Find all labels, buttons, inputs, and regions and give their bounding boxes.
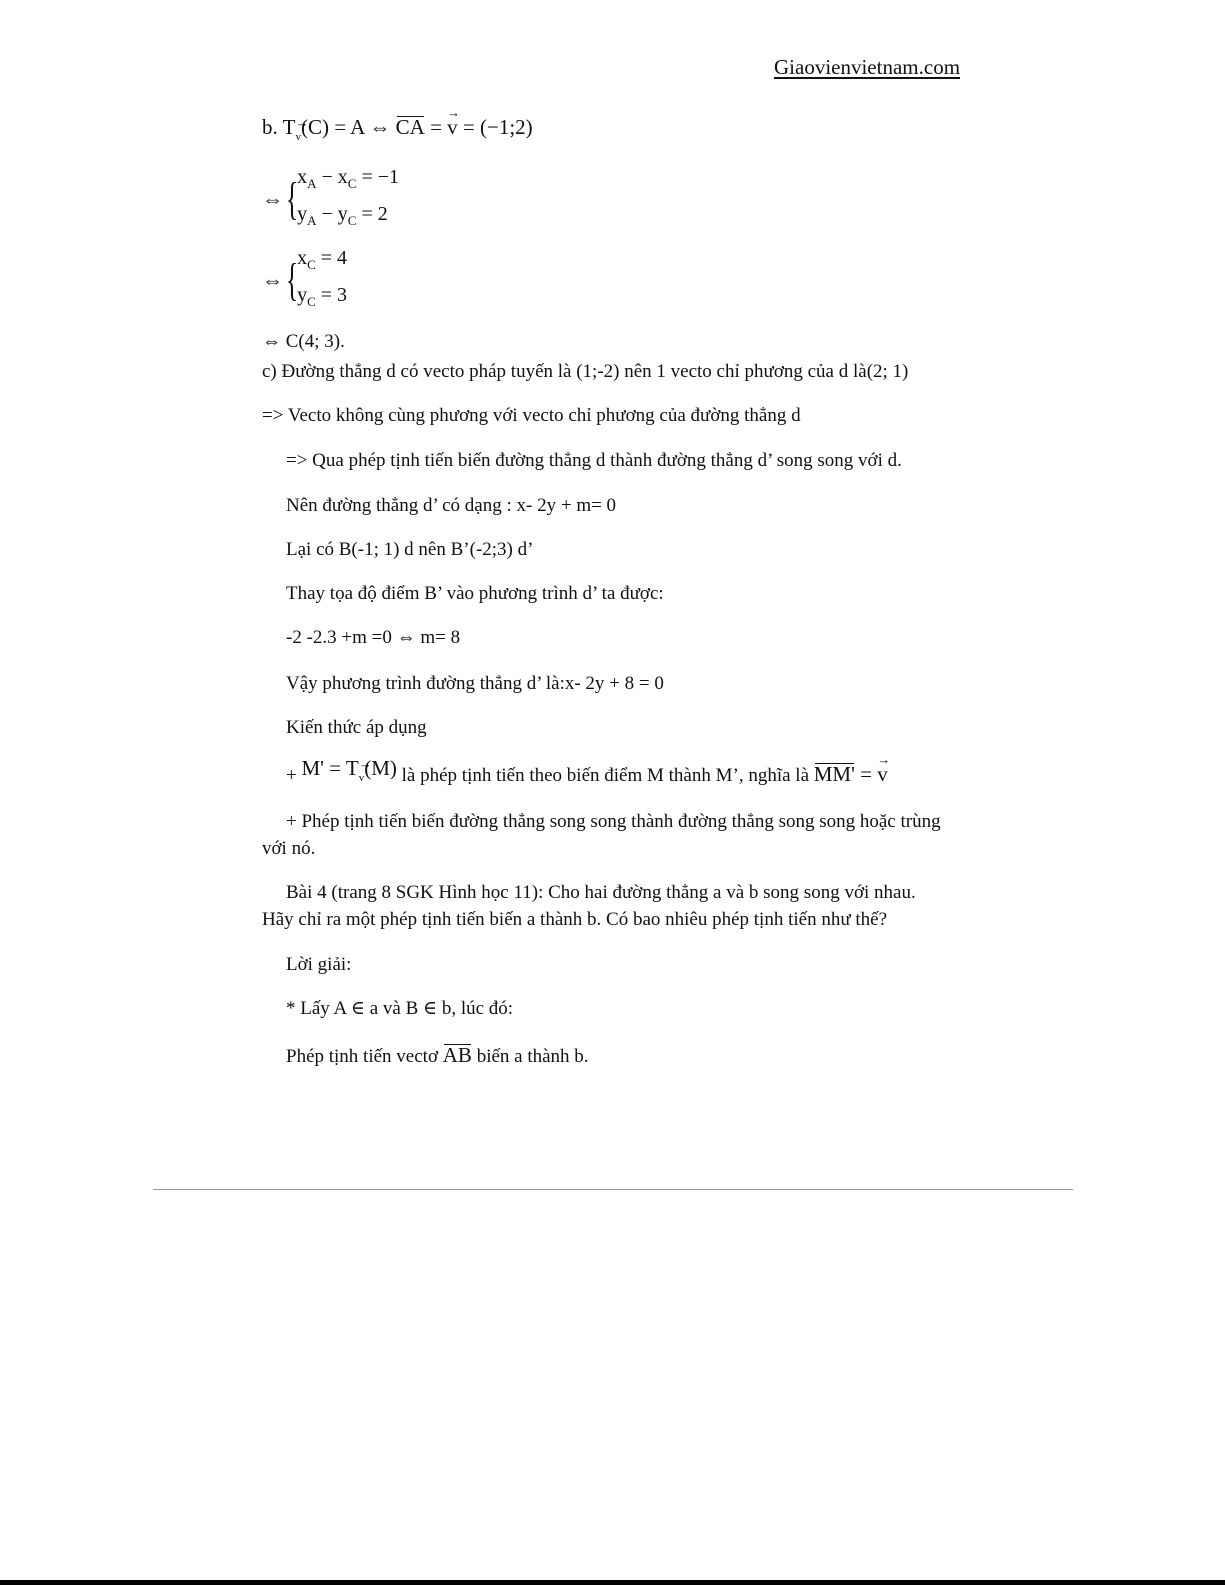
solution-title: Lời giải: [286, 954, 352, 975]
page-bottom-edge [0, 1580, 1225, 1585]
part-c-line-5: Lại có B(-1; 1) d nên B’(-2;3) d’ [286, 539, 534, 560]
exercise-4-line-2: Hãy chỉ ra một phép tịnh tiến biến a thành b. Có bao nhiêu phép tịnh tiến như thế? [262, 909, 888, 930]
knowledge-title: Kiến thức áp dụng [286, 717, 427, 738]
system-1-row-1: $x_A - x_C = -1$ [297, 166, 399, 191]
system-2-row-1: $x_C = 4$ [297, 247, 348, 272]
system-2-row-2: $y_C = 3$ [297, 284, 348, 309]
system-1-row-2: $y_A - y_C = 2$ [297, 203, 388, 228]
site-watermark[interactable]: Giaovienvietnam.com [774, 55, 961, 79]
part-b-translation: b. T→ $_v$(C) = A ⇔ CA = → v = (−1;2) [262, 115, 533, 149]
part-c-line-6: Thay tọa độ điểm B’ vào phương trình d’ ta được: [286, 583, 664, 604]
part-c-line-7: -2 -2.3 +m =0 ⇔ m= 8 [286, 627, 461, 648]
part-c-line-8: Vậy phương trình đường thẳng d’ là:x- 2y + 8 = 0 [286, 673, 664, 694]
exercise-4-line-1: Bài 4 (trang 8 SGK Hình học 11): Cho hai đường thẳng a và b song song với nhau. [286, 882, 916, 903]
part-c-line-1: c) Đường thẳng d có vecto pháp tuyến là (1;-2) nên 1 vecto chỉ phương của d là(2; 1) [262, 361, 909, 382]
page-divider [153, 1189, 1073, 1190]
knowledge-item-1: + M' = T→ $_v$(M) là phép tịnh tiến theo biến điểm M thành M’, nghĩa là MM' = → v [286, 762, 888, 796]
solution-step-1: * Lấy A ∈ a và B ∈ b, lúc đó: [286, 998, 514, 1019]
equation-system-2: ⇔ { $x_C = 4$ $y_C = 3$ [262, 243, 347, 317]
point-c-result: ⇔ C(4; 3). [262, 331, 345, 352]
solution-step-2: Phép tịnh tiến vectơ AB biến a thành b. [286, 1043, 589, 1067]
equation-system-1: ⇔ { $x_A - x_C = -1$ $y_A - y_C = 2$ [262, 162, 399, 236]
knowledge-item-2-line-1: + Phép tịnh tiến biến đường thẳng song song thành đường thẳng song song hoặc trùng [286, 811, 941, 832]
part-c-line-4: Nên đường thẳng d’ có dạng : x- 2y + m= 0 [286, 495, 617, 516]
part-c-line-3: => Qua phép tịnh tiến biến đường thẳng d thành đường thẳng d’ song song với d. [286, 450, 902, 471]
part-c-line-2: => Vecto không cùng phương với vecto chỉ phương của đường thẳng d [262, 405, 801, 426]
knowledge-item-2-line-2: với nó. [262, 838, 316, 859]
